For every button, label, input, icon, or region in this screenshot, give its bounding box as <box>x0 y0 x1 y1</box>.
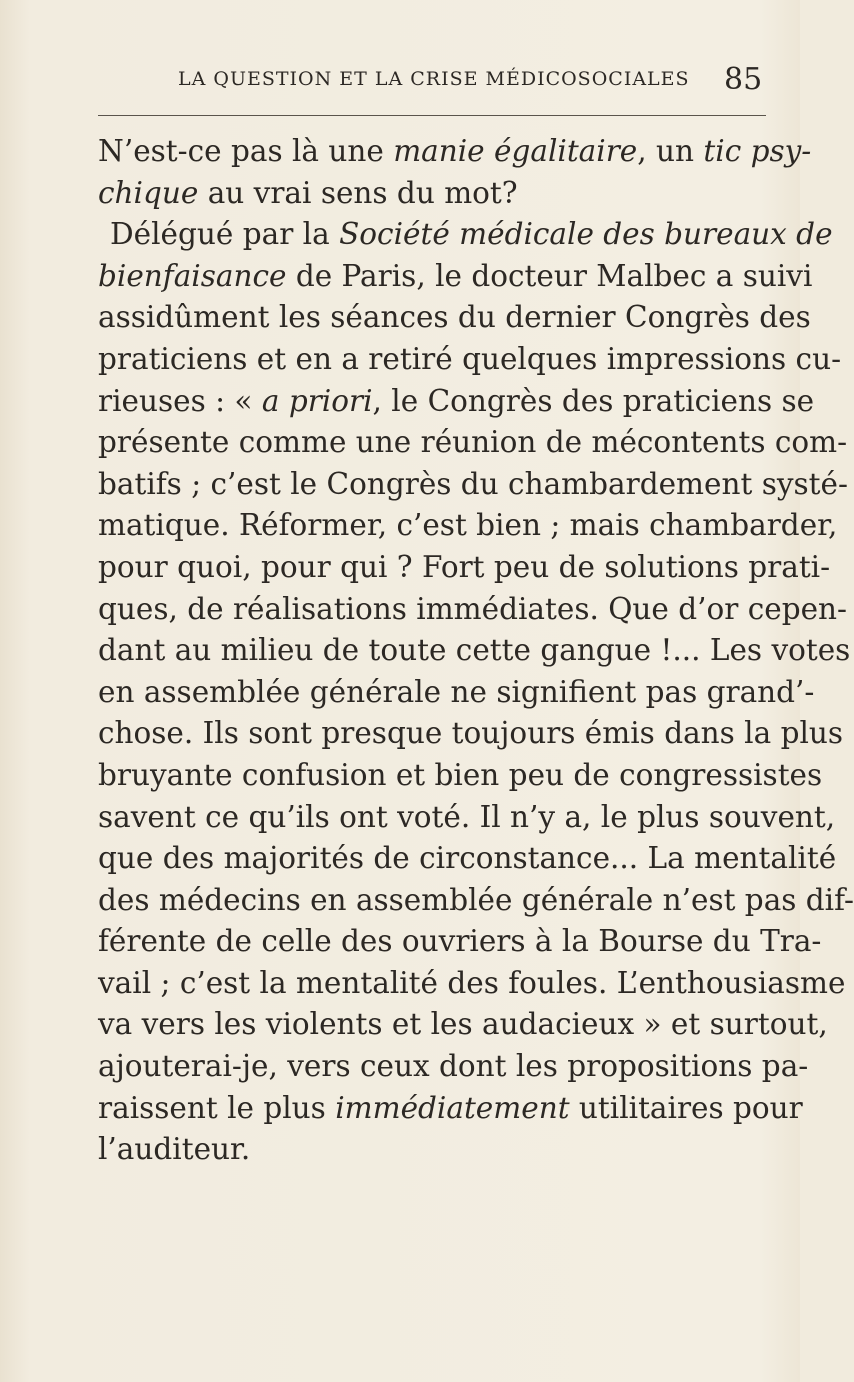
text-line <box>98 1129 766 1171</box>
text-segment: praticiens et en a retiré quelques impressions cu- <box>98 341 842 376</box>
italic-text: tic psy- <box>703 134 812 168</box>
text-line <box>98 630 851 672</box>
text-line <box>98 589 848 631</box>
text-segment: , un <box>637 134 704 168</box>
text-line <box>98 672 815 714</box>
text-segment: de Paris, le docteur Malbec a suivi <box>286 258 813 293</box>
text-line <box>98 755 823 797</box>
running-title: LA QUESTION ET LA CRISE MÉDICOSOCIALES <box>178 68 690 90</box>
text-segment: que des majorités de circonstance... La mentalité <box>98 841 837 876</box>
text-segment: Délégué par la <box>110 217 340 252</box>
text-segment: , le Congrès des praticiens se <box>372 383 815 418</box>
text-segment: chose. Ils sont presque toujours émis dans la plus <box>98 716 844 751</box>
text-segment: savent ce qu’ils ont voté. Il n’y a, le plus souvent, <box>98 799 836 834</box>
text-segment: en assemblée générale ne signifient pas grand’- <box>98 674 815 709</box>
text-line <box>98 131 812 173</box>
italic-text: chique <box>98 175 199 210</box>
italic-text: bienfaisance <box>98 258 287 293</box>
text-line <box>98 1088 803 1130</box>
text-segment: férente de celle des ouvriers à la Bourse du Tra- <box>98 924 822 959</box>
text-line <box>98 256 813 298</box>
text-line <box>98 713 844 755</box>
text-segment: N’est-ce pas là une <box>98 134 394 168</box>
text-line <box>98 547 831 589</box>
text-segment: matique. Réformer, c’est bien ; mais chambarder, <box>98 508 838 543</box>
text-segment: rieuses : « <box>98 383 262 418</box>
text-segment: va vers les violents et les audacieux » et surtout, <box>98 1007 828 1042</box>
italic-text: manie égalitaire <box>393 134 638 168</box>
text-segment: batifs ; c’est le Congrès du chambardement systé- <box>98 466 848 501</box>
text-segment: l’auditeur. <box>98 1132 251 1167</box>
body-text <box>98 131 854 1171</box>
text-segment: au vrai sens du mot? <box>198 175 518 210</box>
text-line <box>98 339 842 381</box>
italic-text: immédiatement <box>335 1090 570 1125</box>
text-segment: bruyante confusion et bien peu de congressistes <box>98 757 823 792</box>
text-line <box>98 173 766 215</box>
text-line <box>98 838 837 880</box>
text-line <box>98 880 854 922</box>
header-rule <box>98 115 766 116</box>
italic-text: Société médicale des bureaux de <box>339 217 833 252</box>
text-segment: dant au milieu de toute cette gangue !... Les votes <box>98 633 851 668</box>
text-line <box>98 797 836 839</box>
text-segment: assidûment les séances du dernier Congrès des <box>98 300 811 335</box>
text-line <box>98 381 815 423</box>
text-segment: présente comme une réunion de mécontents com- <box>98 425 848 460</box>
text-segment: pour quoi, pour qui ? Fort peu de solutions prati- <box>98 549 831 584</box>
text-line <box>98 505 838 547</box>
text-line <box>98 297 811 339</box>
text-segment: des médecins en assemblée générale n’est pas dif- <box>98 882 854 917</box>
text-segment: ajouterai-je, vers ceux dont les propositions pa- <box>98 1049 809 1084</box>
text-segment: utilitaires pour <box>569 1090 803 1125</box>
text-line <box>98 921 822 963</box>
italic-text: a priori <box>261 383 373 418</box>
text-segment: raissent le plus <box>98 1090 336 1125</box>
text-line <box>98 422 848 464</box>
text-line <box>98 963 846 1005</box>
text-line <box>98 214 833 256</box>
text-line <box>98 1046 809 1088</box>
text-line <box>98 1004 828 1046</box>
page-number: 85 <box>724 62 763 97</box>
text-line <box>98 464 848 506</box>
text-segment: vail ; c’est la mentalité des foules. L’enthousiasme <box>98 965 846 1000</box>
text-segment: ques, de réalisations immédiates. Que d’or cepen- <box>98 591 848 626</box>
